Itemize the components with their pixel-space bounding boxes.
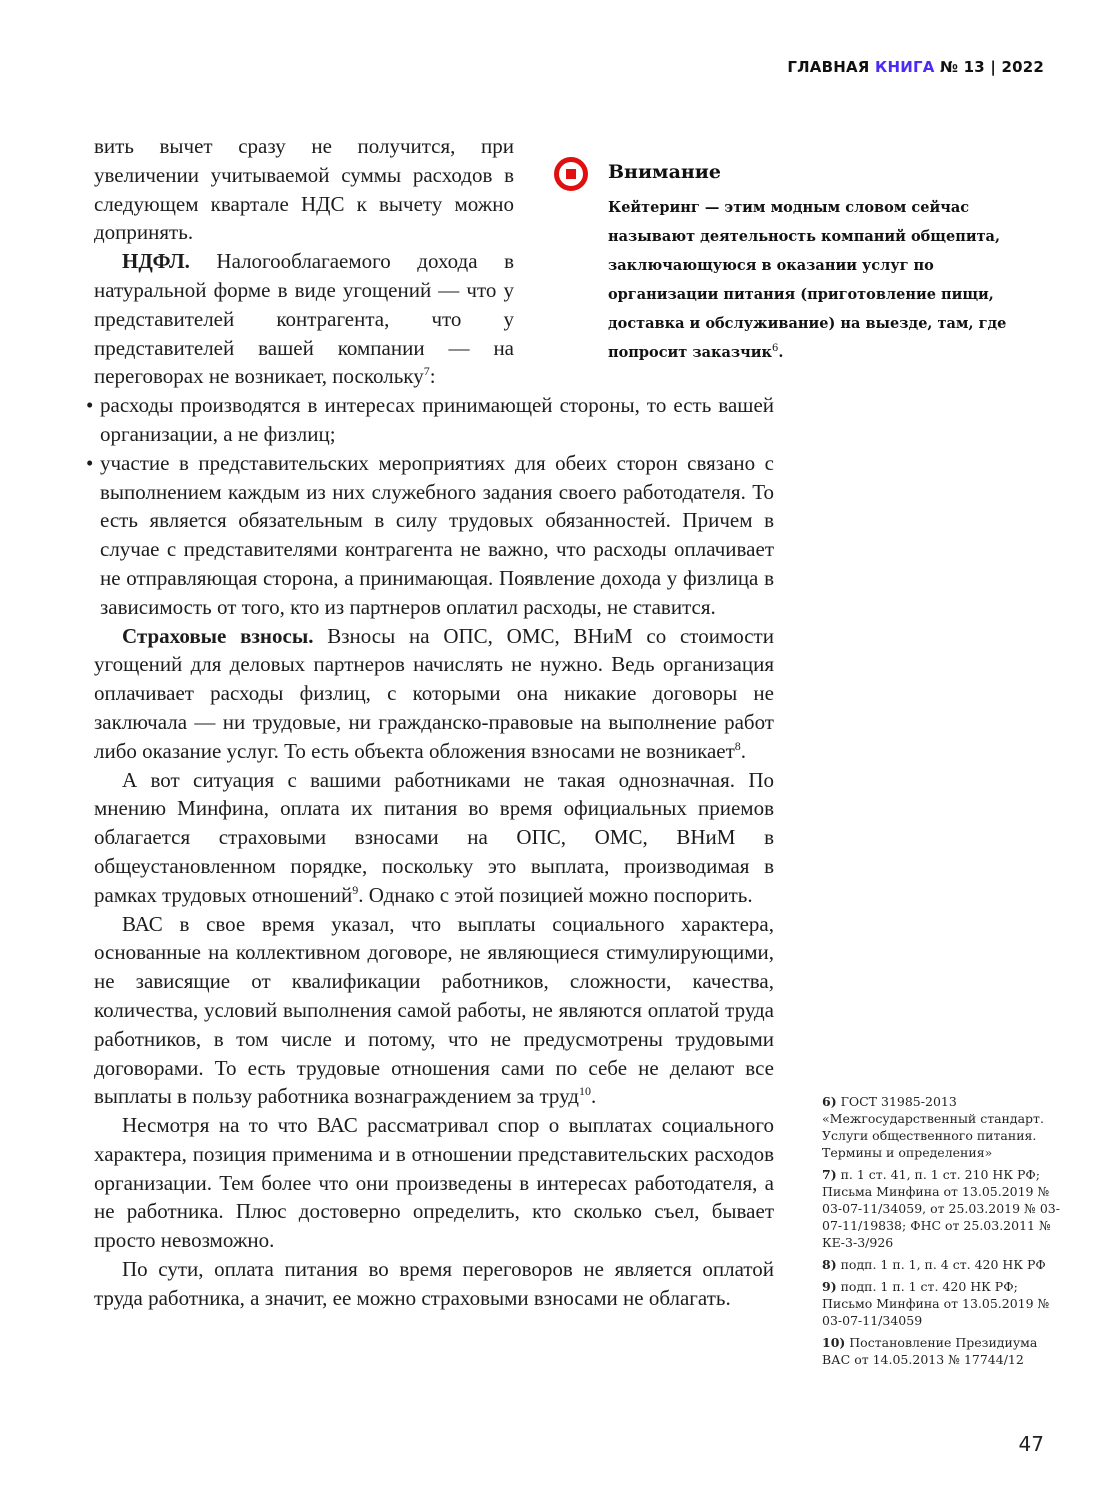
stop-circle-icon [554, 157, 588, 191]
footnotes [822, 1093, 1062, 1373]
list-item: • участие в представительских мероприятиях для обеих сторон связано с выполнением каждым из них служебного задания своего работодателя. То есть является обязательным в силу трудовых обязанностей. Причем в случае с представителями контрагента не важно, что расходы оплачивает не отправляющая сторона, а принимающая. Появление дохода у физлица в зависимость от того, кто из партнеров оплатил расходы, не ставится. [86, 449, 774, 622]
footnote-item: 8) подп. 1 п. 1, п. 4 ст. 420 НК РФ [822, 1257, 1046, 1272]
paragraph-insurance: Страховые взносы. Взносы на ОПС, ОМС, ВНиМ со стоимости угощений для деловых партнеров начислять не нужно. Ведь организация оплачивает расходы физлиц, с которыми она никакие договоры не заключала — ни трудовые, ни гражданско-правовые на выполнение работ либо оказание услуг. То есть объекта обложения взносами не возникает$^8$. [94, 623, 774, 763]
footnote-ref[interactable]: 10 [578, 1084, 591, 1099]
header-title-main: ГЛАВНАЯ [787, 58, 870, 76]
paragraph-employees: А вот ситуация с вашими работниками не такая однозначная. По мнению Минфина, оплата их питания во время официальных приемов облагается страховыми взносами на ОПС, ОМС, ВНиМ в общеустановленном порядке, поскольку это выплата, производимая в рамках трудовых отношений$^9$. Однако с этой позицией можно поспорить. [94, 767, 774, 907]
paragraph-lead: Страховые взносы. [122, 623, 314, 648]
footnote-ref[interactable]: 7 [423, 364, 430, 379]
magazine-header [787, 58, 1044, 76]
paragraph-vas: ВАС в свое время указал, что выплаты социального характера, основанные на коллективном договоре, не являющиеся стимулирующими, не зависящие от квалификации работников, сложности, качества, количества, условий выполнения самой работы, не являются оплатой труда работников, в том числе и потому, что не предусмотрены трудовыми договорами. То есть трудовые отношения сами по себе не делают все выплаты в пользу работника вознаграждением за труд$^{10}$. [94, 911, 774, 1109]
footnote-ref[interactable]: 8 [734, 738, 741, 753]
callout-title: Внимание [608, 161, 721, 183]
callout-body: Кейтеринг — этим модным словом сейчас называют деятельность компаний общепита, заключающуюся в оказании услуг по организации питания (приготовление пищи, доставка и обслуживание) на выезде, там, где попросит заказчик$^6$. [608, 199, 1007, 361]
footnote-ref[interactable]: 6 [771, 343, 779, 355]
list-item: • расходы производятся в интересах принимающей стороны, то есть вашей организации, а не физлиц; [86, 391, 774, 449]
header-title-accent: КНИГА [875, 58, 935, 76]
header-issue: № 13 | 2022 [939, 58, 1044, 76]
paragraph-ndfl: НДФЛ. Налогооблагаемого дохода в натуральной форме в виде угощений — что у представителей контрагента, что у представителей вашей компании — на переговорах не возникает, поскольку$^7$: [94, 249, 514, 389]
footnote-item: 7) п. 1 ст. 41, п. 1 ст. 210 НК РФ; Письма Минфина от 13.05.2019 № 03-07-11/34059, от 25.03.2019 № 03-07-11/19838; ФНС от 25.03.2011 № КЕ-3-3/926 [822, 1167, 1060, 1250]
paragraph-vat-continuation: вить вычет сразу не получится, при увеличении учитываемой суммы расходов в следующем квартале НДС к вычету можно допринять. [94, 134, 514, 245]
footnote-item: 6) ГОСТ 31985-2013 «Межгосударственный стандарт. Услуги общественного питания. Термины и определения» [822, 1094, 1044, 1160]
paragraph-lead: НДФЛ. [122, 249, 190, 274]
footnote-item: 9) подп. 1 п. 1 ст. 420 НК РФ; Письмо Минфина от 13.05.2019 № 03-07-11/34059 [822, 1279, 1050, 1328]
paragraph-position: Несмотря на то что ВАС рассматривал спор о выплатах социального характера, позиция применима и в отношении представительских расходов организации. Тем более что они произведены в интересах работодателя, а не работника. Плюс достоверно определить, кто сколько съел, бывает просто невозможно. [94, 1113, 774, 1253]
reasons-list [94, 391, 774, 621]
page-number: 47 [1018, 1432, 1044, 1456]
footnote-item: 10) Постановление Президиума ВАС от 14.05.2013 № 17744/12 [822, 1335, 1038, 1367]
paragraph-conclusion: По сути, оплата питания во время переговоров не является оплатой труда работника, а значит, ее можно страховыми взносами не облагать. [94, 1257, 774, 1310]
footnote-ref[interactable]: 9 [352, 882, 359, 897]
